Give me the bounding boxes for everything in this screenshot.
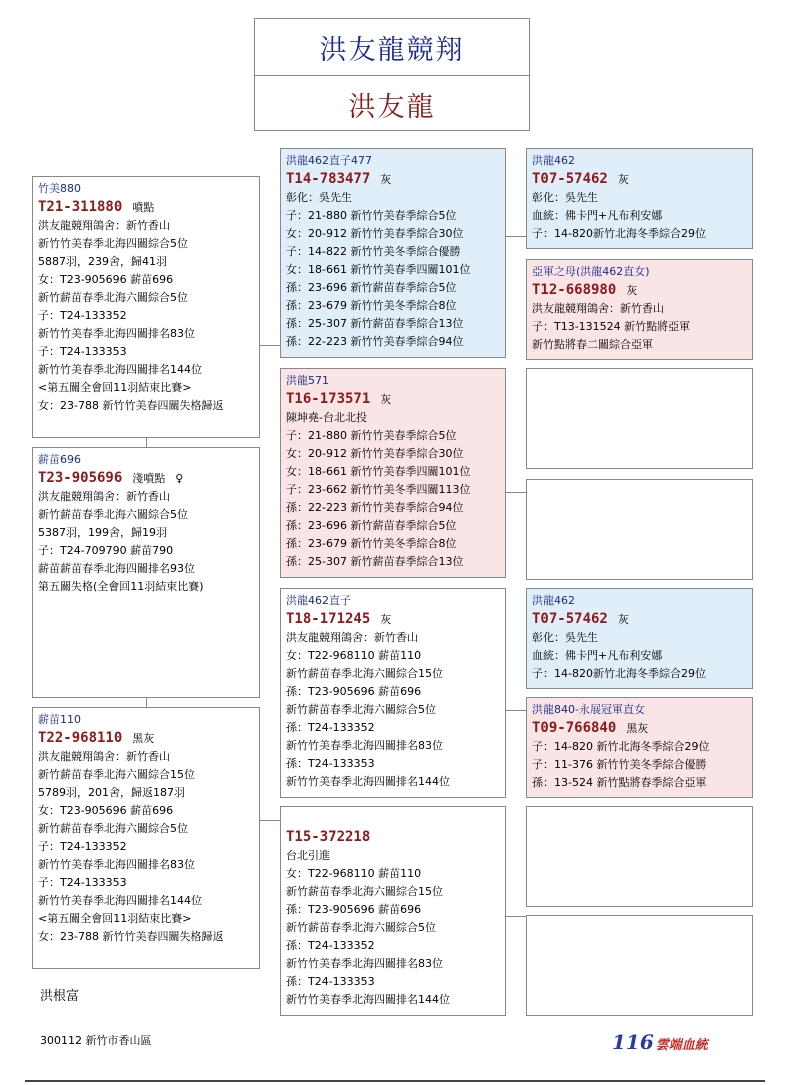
gsire3-line: 子：14-820新竹北海冬季綜合29位 [532,667,706,680]
gsire4-box [526,806,753,907]
dam2-line: 孫：T24-133352 [286,939,375,952]
dam2-line: 新竹薪苗春季北海六關綜合15位 [286,885,443,898]
subject-line: 新竹竹美春季北海四關排名83位 [38,327,195,340]
mate2-box [32,707,260,969]
gsire1-label: 洪龍462 [532,154,575,167]
gdam3-color: 黑灰 [626,722,649,735]
connector-line [259,820,280,821]
gsire3-ring: T07-57462 [532,611,608,627]
subject-line: 新竹竹美春季北海四關綜合5位 [38,237,188,250]
sire2-line: 孫：T23-905696 薪苗696 [286,685,422,698]
sire1-line: 孫：22-223 新竹竹美春季綜合94位 [286,335,464,348]
mate1-box [32,447,260,698]
mate2-line: 5789羽，201舍，歸返187羽 [38,786,185,799]
dam1-box [280,368,506,578]
gdam3-line: 子：11-376 新竹竹美冬季綜合優勝 [532,758,707,771]
gdam1-line: 子：T13-131524 新竹點將亞軍 [532,320,691,333]
logo-text: 雲端血統 [655,1038,708,1053]
dam2-line: 台北引進 [286,849,330,862]
sire1-line: 女：18-661 新竹竹美春季四關101位 [286,263,471,276]
title-box [254,18,530,131]
sire2-line: 新竹薪苗春季北海六關綜合5位 [286,703,436,716]
sire2-ring: T18-171245 [286,611,371,627]
page-title: 洪友龍競翔 [255,19,529,76]
dam1-line: 女：20-912 新竹竹美春季綜合30位 [286,447,464,460]
mate2-line: <第五關全會回11羽結束比賽> [38,912,192,925]
mate1-color: 淺噴點 [132,472,166,485]
dam2-line: 孫：T23-905696 薪苗696 [286,903,422,916]
gsire1-line: 血統：佛卡門+凡布利安娜 [532,209,663,222]
sire1-line: 孫：23-696 新竹薪苗春季綜合5位 [286,281,457,294]
dam2-label [286,810,500,828]
dam1-ring: T16-173571 [286,391,371,407]
sire1-line: 彰化：吳先生 [286,191,352,204]
mate1-line: 第五關失格(全會回11羽結束比賽) [38,580,204,593]
dam2-box [280,806,506,1016]
subject-label: 竹美880 [38,182,81,195]
dam2-line: 新竹竹美春季北海四關排名83位 [286,957,443,970]
mate1-ring: T23-905696 [38,470,123,486]
gdam1-line: 新竹點將春二關綜合亞軍 [532,338,653,351]
gdam3-ring: T09-766840 [532,720,617,736]
dam1-line: 孫：23-696 新竹薪苗春季綜合5位 [286,519,457,532]
footer-address: 300112 新竹市香山區 [40,1034,152,1047]
gdam3-line: 子：14-820 新竹北海冬季綜合29位 [532,740,710,753]
sire2-line: 新竹竹美春季北海四關排名83位 [286,739,443,752]
gdam2-box [526,479,753,580]
gdam1-line: 洪友龍競翔鴿舍：新竹香山 [532,302,664,315]
subject-line: 洪友龍競翔鴿舍：新竹香山 [38,219,170,232]
gdam1-color: 灰 [626,284,638,297]
gdam1-box [526,259,753,360]
mate2-line: 新竹竹美春季北海四關排名144位 [38,894,202,907]
dam1-line: 女：18-661 新竹竹美春季四關101位 [286,465,471,478]
mate2-label: 薪苗110 [38,713,81,726]
sire1-label: 洪龍462直子477 [286,154,372,167]
mate1-sex: ♀ [175,472,184,485]
subject-ring: T21-311880 [38,199,123,215]
sire1-line: 子：14-822 新竹竹美冬季綜合優勝 [286,245,461,258]
dam2-ring: T15-372218 [286,829,371,845]
subject-line: 子：T24-133352 [38,309,127,322]
sire2-color: 灰 [380,613,392,626]
subject-line: 新竹薪苗春季北海六關綜合5位 [38,291,188,304]
bottom-rule [25,1080,765,1082]
dam1-line: 孫：25-307 新竹薪苗春季綜合13位 [286,555,464,568]
dam1-line: 陳坤堯-台北北投 [286,411,367,424]
mate2-line: 新竹薪苗春季北海六關綜合15位 [38,768,195,781]
footer-owner: 洪根富 [40,989,80,1004]
mate1-line: 子：T24-709790 薪苗790 [38,544,174,557]
sire1-line: 女：20-912 新竹竹美春季綜合30位 [286,227,464,240]
gsire3-line: 血統：佛卡門+凡布利安娜 [532,649,663,662]
connector-line [146,437,147,447]
gsire1-line: 彰化：吳先生 [532,191,598,204]
subject-line: 子：T24-133353 [38,345,127,358]
mate2-ring: T22-968110 [38,730,123,746]
dam1-line: 子：23-662 新竹竹美冬季四關113位 [286,483,471,496]
dam2-line: 新竹竹美春季北海四關排名144位 [286,993,450,1006]
mate2-line: 新竹竹美春季北海四關排名83位 [38,858,195,871]
subject-line: 女：T23-905696 薪苗696 [38,273,174,286]
mate1-line: 新竹薪苗春季北海六關綜合5位 [38,508,188,521]
sire2-line: 洪友龍競翔鴿舍：新竹香山 [286,631,418,644]
owner-name-title: 洪友龍 [348,91,436,123]
sire1-ring: T14-783477 [286,171,371,187]
dam1-line: 孫：23-679 新竹竹美冬季綜合8位 [286,537,457,550]
gdam4-box [526,915,753,1016]
dam2-line: 孫：T24-133353 [286,975,375,988]
mate2-line: 女：T23-905696 薪苗696 [38,804,174,817]
sire2-box [280,588,506,798]
gsire3-label: 洪龍462 [532,594,575,607]
gdam3-box [526,697,753,798]
mate1-label: 薪苗696 [38,453,81,466]
sire2-label: 洪龍462直子 [286,594,351,607]
connector-line [505,916,526,917]
gdam1-ring: T12-668980 [532,282,617,298]
mate2-color: 黑灰 [132,732,155,745]
dam2-line: 新竹薪苗春季北海六關綜合5位 [286,921,436,934]
connector-line [259,345,280,346]
subject-color: 噴點 [132,201,155,214]
sire2-line: 新竹竹美春季北海四關排名144位 [286,775,450,788]
gsire3-color: 灰 [617,613,629,626]
dam1-color: 灰 [380,393,392,406]
mate1-line: 5387羽，199舍，歸19羽 [38,526,167,539]
dam1-label: 洪龍571 [286,374,329,387]
connector-line [505,710,526,711]
gsire3-line: 彰化：吳先生 [532,631,598,644]
sire2-line: 新竹薪苗春季北海六關綜合15位 [286,667,443,680]
gsire1-line: 子：14-820新竹北海冬季綜合29位 [532,227,706,240]
sire2-line: 孫：T24-133353 [286,757,375,770]
mate2-line: 子：T24-133352 [38,840,127,853]
sire1-line: 孫：25-307 新竹薪苗春季綜合13位 [286,317,464,330]
sire1-line: 孫：23-679 新竹竹美冬季綜合8位 [286,299,457,312]
subject-line: 女：23-788 新竹竹美春四關失格歸返 [38,399,224,412]
subject-line: 新竹竹美春季北海四關排名144位 [38,363,202,376]
subject-box [32,176,260,438]
connector-line [146,697,147,707]
gsire1-color: 灰 [617,173,629,186]
sire2-line: 女：T22-968110 薪苗110 [286,649,422,662]
sire2-line: 孫：T24-133352 [286,721,375,734]
subject-line: 5887羽，239舍，歸41羽 [38,255,167,268]
mate1-line: 薪苗薪苗春季北海四關排名93位 [38,562,195,575]
gdam3-label: 洪龍840-永展冠軍直女 [532,703,645,716]
sire1-color: 灰 [380,173,392,186]
gdam1-label: 亞軍之母(洪龍462直女) [532,265,650,278]
dam1-line: 子：21-880 新竹竹美春季綜合5位 [286,429,457,442]
connector-line [505,236,526,237]
gsire1-ring: T07-57462 [532,171,608,187]
mate2-line: 女：23-788 新竹竹美春四關失格歸返 [38,930,224,943]
gsire2-box [526,368,753,469]
connector-line [505,492,526,493]
mate2-line: 子：T24-133353 [38,876,127,889]
sire1-line: 子：21-880 新竹竹美春季綜合5位 [286,209,457,222]
dam2-line: 女：T22-968110 薪苗110 [286,867,422,880]
logo-number: 116 [612,1030,654,1054]
dam1-line: 孫：22-223 新竹竹美春季綜合94位 [286,501,464,514]
mate2-line: 洪友龍競翔鴿舍：新竹香山 [38,750,170,763]
gdam3-line: 孫：13-524 新竹點將春季綜合亞軍 [532,776,707,789]
mate2-line: 新竹薪苗春季北海六關綜合5位 [38,822,188,835]
mate1-line: 洪友龍競翔鴿舍：新竹香山 [38,490,170,503]
gsire3-box [526,588,753,689]
subject-line: <第五關全會回11羽結束比賽> [38,381,192,394]
logo [612,1030,708,1054]
sire1-box [280,148,506,358]
gsire1-box [526,148,753,249]
